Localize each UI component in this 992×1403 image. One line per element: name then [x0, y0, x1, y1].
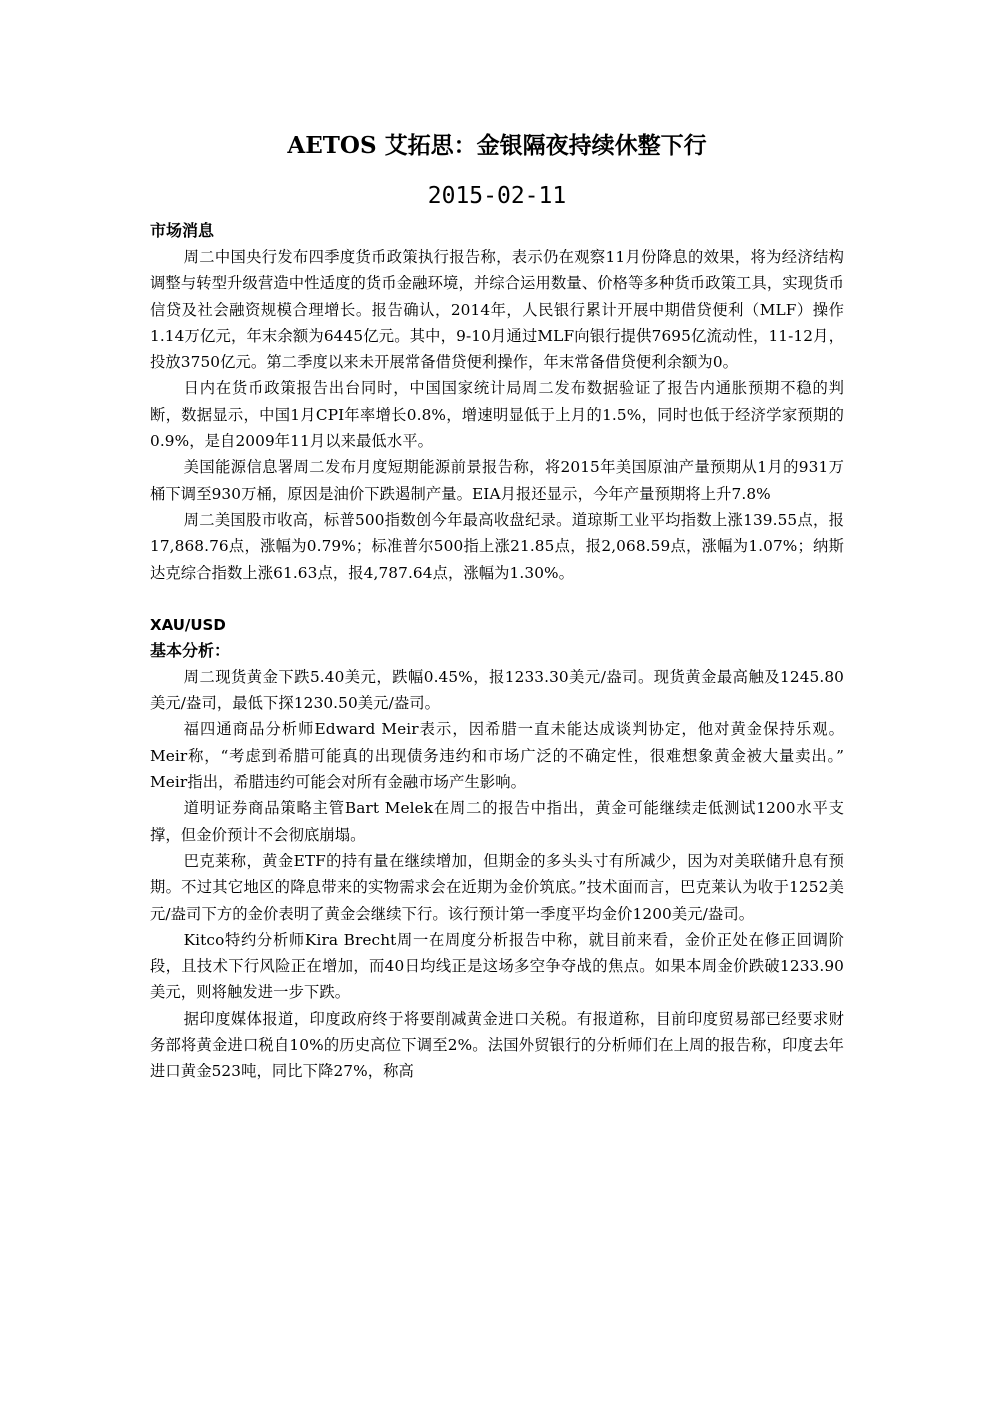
instrument-symbol: XAU/USD: [150, 615, 226, 634]
page-title: AETOS 艾拓思：金银隔夜持续休整下行: [287, 132, 707, 159]
market-paragraph: 美国能源信息署周二发布月度短期能源前景报告称，将2015年美国原油产量预期从1月的931万桶下调至930万桶，原因是油价下跌遏制产量。EIA月报还显示，今年产量预期将上升7.8%: [150, 458, 844, 503]
report-date: 2015-02-11: [427, 183, 567, 209]
market-paragraph: 周二美国股市收高，标普500指数创今年最高收盘纪录。道琼斯工业平均指数上涨139.55点，报17,868.76点，涨幅为0.79%；标准普尔500指上涨21.85点，报2,068.59点，涨幅为1.07%；纳斯达克综合指数上涨61.63点，报4,787.64点，涨幅为1.30%。: [150, 510, 844, 582]
gold-paragraph: 福四通商品分析师Edward Meir表示，因希腊一直未能达成谈判协定，他对黄金保持乐观。Meir称，“考虑到希腊可能真的出现债务违约和市场广泛的不确定性，很难想象黄金被大量卖出。” Meir指出，希腊违约可能会对所有金融市场产生影响。: [150, 720, 844, 792]
market-paragraph: 日内在货币政策报告出台同时，中国国家统计局周二发布数据验证了报告内通胀预期不稳的判断，数据显示，中国1月CPI年率增长0.8%，增速明显低于上月的1.5%，同时也低于经济学家预期的0.9%，是自2009年11月以来最低水平。: [150, 379, 844, 451]
gold-paragraph: 巴克莱称，黄金ETF的持有量在继续增加，但期金的多头头寸有所减少，因为对美联储升息有预期。不过其它地区的降息带来的实物需求会在近期为金价筑底。”技术面而言，巴克莱认为收于1252美元/盎司下方的金价表明了黄金会继续下行。该行预计第一季度平均金价1200美元/盎司。: [150, 851, 844, 923]
gold-paragraph: 周二现货黄金下跌5.40美元，跌幅0.45%，报1233.30美元/盎司。现货黄金最高触及1245.80美元/盎司，最低下探1230.50美元/盎司。: [150, 667, 844, 713]
section-spacer: [150, 586, 844, 612]
market-paragraph: 周二中国央行发布四季度货币政策执行报告称，表示仍在观察11月份降息的效果，将为经济结构调整与转型升级营造中性适度的货币金融环境，并综合运用数量、价格等多种货币政策工具，实现货币信贷及社会融资规模合理增长。报告确认，2014年，人民银行累计开展中期借贷便利（MLF）操作1.14万亿元，年末余额为6445亿元。其中，9-10月通过MLF向银行提供7695亿流动性，11-12月，投放3750亿元。第二季度以来未开展常备借贷便利操作，年末常备借贷便利余额为0。: [150, 248, 844, 372]
section-heading-fundamental: 基本分析：: [150, 640, 231, 660]
gold-paragraph: Kitco特约分析师Kira Brecht周一在周度分析报告中称，就目前来看，金价正处在修正回调阶段，且技术下行风险正在增加，而40日均线正是这场多空争夺战的焦点。如果本周金价跌破1233.90美元，则将触发进一步下跌。: [150, 930, 844, 1002]
section-heading-market: 市场消息: [150, 221, 215, 240]
gold-paragraph: 道明证券商品策略主管Bart Melek在周二的报告中指出，黄金可能继续走低测试1200水平支撑，但金价预计不会彻底崩塌。: [150, 799, 844, 844]
gold-paragraph: 据印度媒体报道，印度政府终于将要削减黄金进口关税。有报道称，目前印度贸易部已经要求财务部将黄金进口税自10%的历史高位下调至2%。法国外贸银行的分析师们在上周的报告称，印度去年进口黄金523吨，同比下降27%，称高: [150, 1009, 844, 1081]
document-page: [150, 128, 844, 1085]
